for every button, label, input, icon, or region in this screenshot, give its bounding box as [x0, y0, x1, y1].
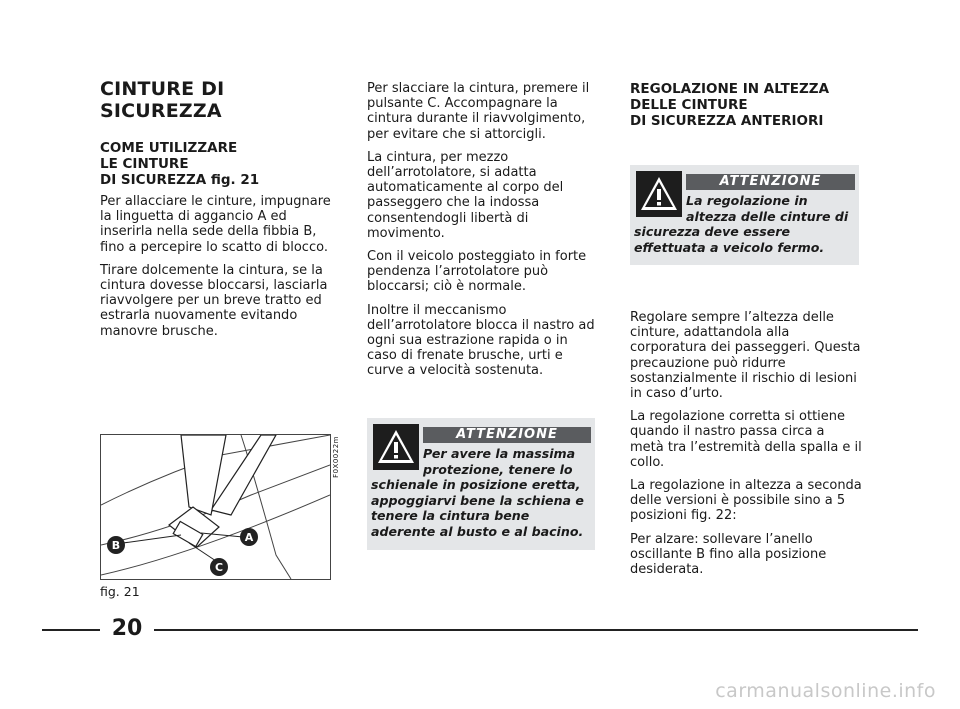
column-middle [367, 81, 599, 387]
warning-label: ATTENZIONE [423, 427, 591, 443]
page-number: 20 [111, 616, 143, 641]
seatbelt-buckle-illustration [101, 435, 330, 579]
subhead-line: DELLE CINTURE [630, 97, 748, 113]
subhead-line: DI SICUREZZA ANTERIORI [630, 113, 824, 129]
paragraph: Per allacciare le cinture, impugnare la linguetta di aggancio A ed inserirla nella sede della fibbia B, fino a percepire lo scatto di blocco. [100, 194, 331, 255]
column-left [100, 78, 335, 347]
subsection-heading [630, 81, 862, 129]
footer-rule-right [154, 629, 918, 631]
watermark: carmanualsonline.info [715, 680, 936, 702]
warning-text [634, 193, 855, 255]
column-right-body [630, 310, 862, 585]
paragraph: Tirare dolcemente la cintura, se la cintura dovesse bloccarsi, lasciarla riavvolgere per un breve tratto ed estrarla nuovamente evitando manovre brusche. [100, 262, 328, 339]
warning-text-top: La regolazione in altezza delle cinture di [686, 193, 849, 224]
paragraph: La cintura, per mezzo dell’arrotolatore, si adatta automaticamente al corpo del passeggero che la indossa consentendogli libertà di movimento. [367, 149, 564, 241]
paragraph: Per slacciare la cintura, premere il pulsante C. Accompagnare la cintura durante il riavvolgimento, per evitare che si attorcigli. [367, 81, 590, 142]
warning-text-top: Per avere la massima protezione, tenere lo [423, 446, 576, 477]
warning-text [371, 446, 591, 539]
paragraph: La regolazione corretta si ottiene quando il nastro passa circa a metà tra l’estremità della spalla e il collo. [630, 409, 862, 470]
warning-text-rest: sicurezza deve essere effettuata a veicolo fermo. [634, 224, 825, 255]
figure-caption: fig. 21 [100, 584, 140, 599]
section-title: CINTURE DI SICUREZZA [100, 78, 225, 122]
callout-b-label: B [111, 539, 121, 552]
subhead-line: COME UTILIZZARE [100, 140, 238, 156]
paragraph: Inoltre il meccanismo dell’arrotolatore blocca il nastro ad ogni sua estrazione rapida o in caso di frenate brusche, urti e curve a velocità sostenuta. [367, 302, 595, 379]
seatbelt-figure [100, 434, 331, 580]
subhead-line: REGOLAZIONE IN ALTEZZA [630, 81, 830, 97]
callout-c-label: C [214, 561, 224, 574]
warning-box [630, 165, 859, 265]
warning-box [367, 418, 595, 550]
paragraph: Per alzare: sollevare l’anello oscillante B fino alla posizione desiderata. [630, 531, 827, 578]
paragraph: Con il veicolo posteggiato in forte pendenza l’arrotolatore può bloccarsi; ciò è normale. [367, 249, 587, 295]
callout-a-label: A [244, 531, 254, 544]
subhead-line: DI SICUREZZA fig. 21 [100, 172, 260, 188]
warning-label: ATTENZIONE [686, 174, 855, 190]
paragraph: La regolazione in altezza a seconda delle versioni è possibile sino a 5 posizioni fig. 22: [630, 478, 862, 524]
column-right [630, 81, 862, 135]
warning-text-rest: schienale in posizione eretta, appoggiarvi bene la schiena e tenere la cintura bene aderente al busto e al bacino. [371, 477, 584, 539]
subsection-heading [100, 140, 335, 188]
paragraph: Regolare sempre l’altezza delle cinture, adattandola alla corporatura dei passeggeri. Questa precauzione può ridurre sostanzialmente il rischio di lesioni in caso d’urto. [630, 310, 861, 402]
subhead-line: LE CINTURE [100, 156, 189, 172]
footer-rule-left [42, 629, 100, 631]
figure-code: F0X0022m [332, 436, 340, 478]
